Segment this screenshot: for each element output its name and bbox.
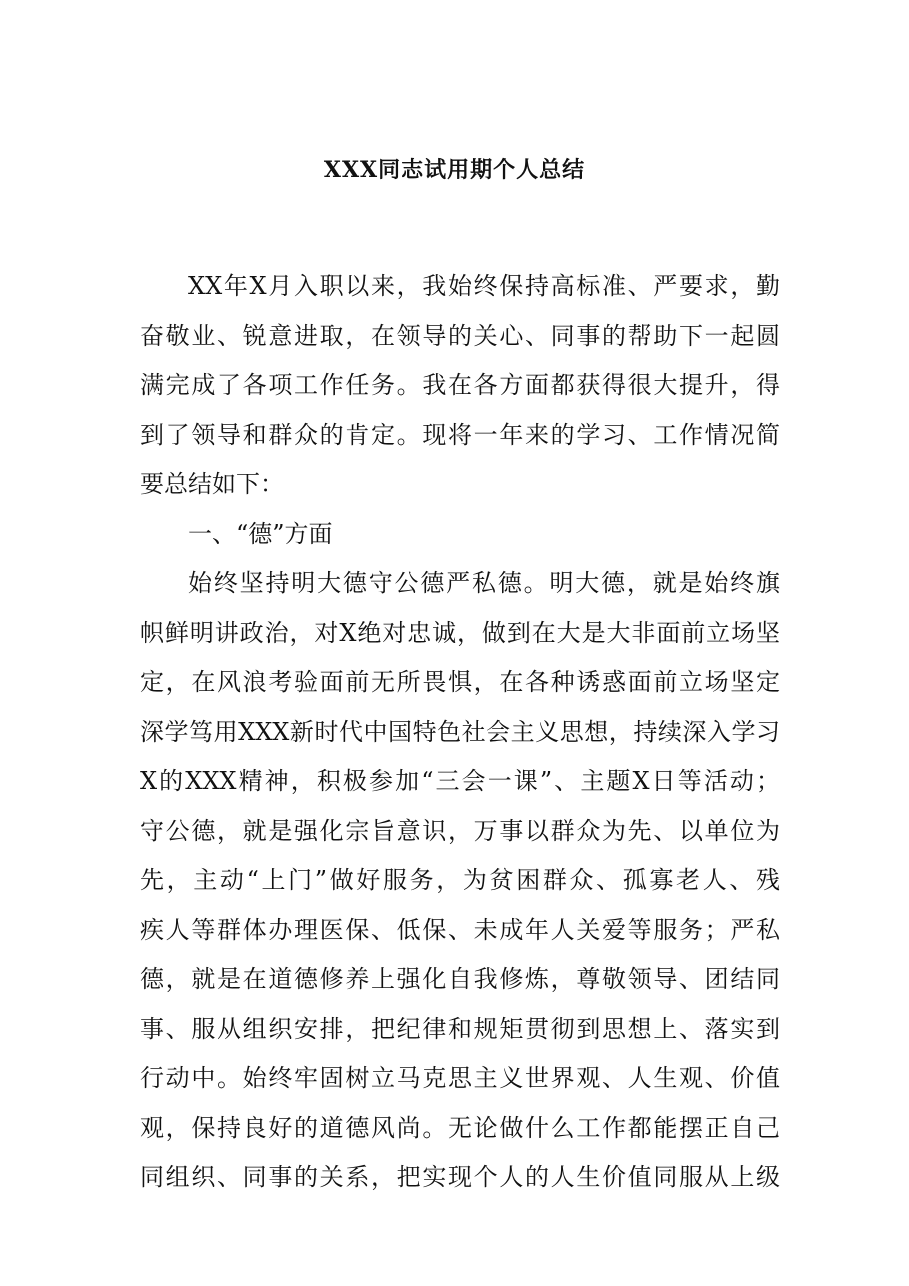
document-body: [140, 262, 780, 1203]
paragraph-3-line-2: 帜鲜明讲政治，对X绝对忠诚，做到在大是大非面前立场坚: [140, 618, 780, 647]
paragraph-3-line-7: 先，主动“上门”做好服务，为贫困群众、孤寡老人、残: [140, 866, 780, 894]
document-title: XXX同志试用期个人总结: [323, 157, 586, 183]
paragraph-1-line-3: 满完成了各项工作任务。我在各方面都获得很大提升，得: [140, 371, 780, 399]
paragraph-3-line-6: 守公德，就是强化宗旨意识，万事以群众为先、以单位为: [140, 816, 780, 845]
paragraph-3-line-12: 观，保持良好的道德风尚。无论做什么工作都能摆正自己: [140, 1113, 780, 1142]
paragraph-3-line-9: 德，就是在道德修养上强化自我修炼，尊敬领导、团结同: [140, 965, 780, 993]
paragraph-1-line-4: 到了领导和群众的肯定。现将一年来的学习、工作情况简: [140, 420, 780, 449]
paragraph-3-line-13: 同组织、同事的关系，把实现个人的人生价值同服从上级: [140, 1163, 780, 1191]
paragraph-3-line-8: 疾人等群体办理医保、低保、未成年人关爱等服务；严私: [140, 915, 780, 944]
section-heading-de: 一、“德”方面: [188, 519, 333, 548]
paragraph-1-line-5: 要总结如下：: [140, 470, 284, 498]
paragraph-1-line-1: XX年X月入职以来，我始终保持高标准、严要求，勤: [188, 272, 780, 300]
paragraph-3-line-11: 行动中。始终牢固树立马克思主义世界观、人生观、价值: [140, 1064, 780, 1092]
paragraph-1-line-2: 奋敬业、锐意进取，在领导的关心、同事的帮助下一起圆: [140, 321, 780, 350]
paragraph-3-line-5: X的XXX精神，积极参加“三会一课”、主题X日等活动；: [140, 767, 780, 795]
paragraph-3-line-4: 深学笃用XXX新时代中国特色社会主义思想，持续深入学习: [140, 717, 780, 746]
paragraph-3-line-3: 定，在风浪考验面前无所畏惧，在各种诱惑面前立场坚定: [140, 668, 780, 696]
paragraph-3-line-1: 始终坚持明大德守公德严私德。明大德，就是始终旗: [188, 569, 780, 597]
paragraph-3-line-10: 事、服从组织安排，把纪律和规矩贯彻到思想上、落实到: [140, 1014, 780, 1043]
